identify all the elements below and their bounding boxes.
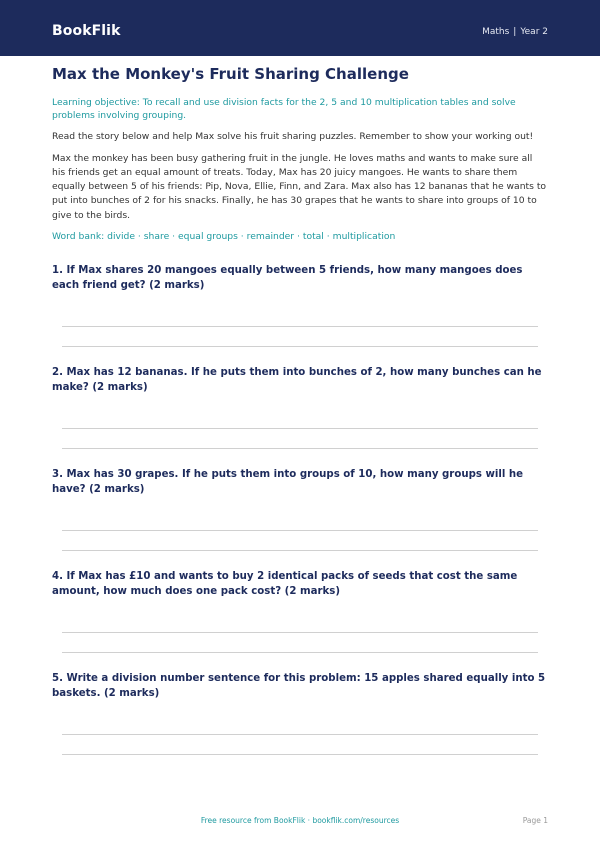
learning-objective: Learning objective: To recall and use division facts for the 2, 5 and 10 multiplication tables and solve problems involving grouping. <box>52 97 516 121</box>
answer-line[interactable] <box>62 326 538 327</box>
meta-separator: | <box>513 27 517 37</box>
answer-line[interactable] <box>62 428 538 429</box>
story-text: Max the monkey has been busy gathering fruit in the jungle. He loves maths and wants to make sure all his friends get an equal amount of treats. Today, Max has 20 juicy mangoes. He wants to share them equally between 5 of his friends: Pip, Nova, Ellie, Finn, and Zara. Max also has 12 bananas that he wants to put into bunches of 2 for his snacks. Finally, he has 30 grapes that he wants to share into groups of 10 to give to the birds. <box>52 152 547 221</box>
question-1 <box>52 264 552 293</box>
answer-line[interactable] <box>62 346 538 347</box>
brand-logo: BookFlik <box>52 23 121 39</box>
answer-line[interactable] <box>62 632 538 633</box>
question-text: 4. If Max has £10 and wants to buy 2 identical packs of seeds that cost the same amount, how much does one pack cost? (2 marks) <box>52 571 518 597</box>
page-title: Max the Monkey's Fruit Sharing Challenge <box>52 65 409 83</box>
instructions: Read the story below and help Max solve his fruit sharing puzzles. Remember to show your working out! <box>52 131 534 142</box>
answer-line[interactable] <box>62 550 538 551</box>
footer-text: Free resource from BookFlik · bookflik.com/resources <box>200 816 400 825</box>
question-2 <box>52 366 552 395</box>
year-label: Year 2 <box>520 27 548 37</box>
answer-line[interactable] <box>62 530 538 531</box>
answer-line[interactable] <box>62 754 538 755</box>
answer-line[interactable] <box>62 448 538 449</box>
question-text: 1. If Max shares 20 mangoes equally between 5 friends, how many mangoes does each friend get? (2 marks) <box>52 265 523 291</box>
header-meta <box>482 27 548 37</box>
question-4 <box>52 570 552 599</box>
page-number: Page 1 <box>522 816 548 825</box>
question-text: 2. Max has 12 bananas. If he puts them into bunches of 2, how many bunches can he make? (2 marks) <box>52 367 542 393</box>
answer-line[interactable] <box>62 652 538 653</box>
answer-line[interactable] <box>62 734 538 735</box>
worksheet-intro <box>52 64 548 243</box>
question-3 <box>52 468 552 497</box>
page-header <box>0 0 600 56</box>
question-text: 5. Write a division number sentence for this problem: 15 apples shared equally into 5 baskets. (2 marks) <box>52 673 546 699</box>
subject-label: Maths <box>482 27 510 37</box>
question-text: 3. Max has 30 grapes. If he puts them into groups of 10, how many groups will he have? (2 marks) <box>52 469 524 495</box>
question-5 <box>52 672 552 701</box>
word-bank: Word bank: divide · share · equal groups · remainder · total · multiplication <box>52 230 396 242</box>
